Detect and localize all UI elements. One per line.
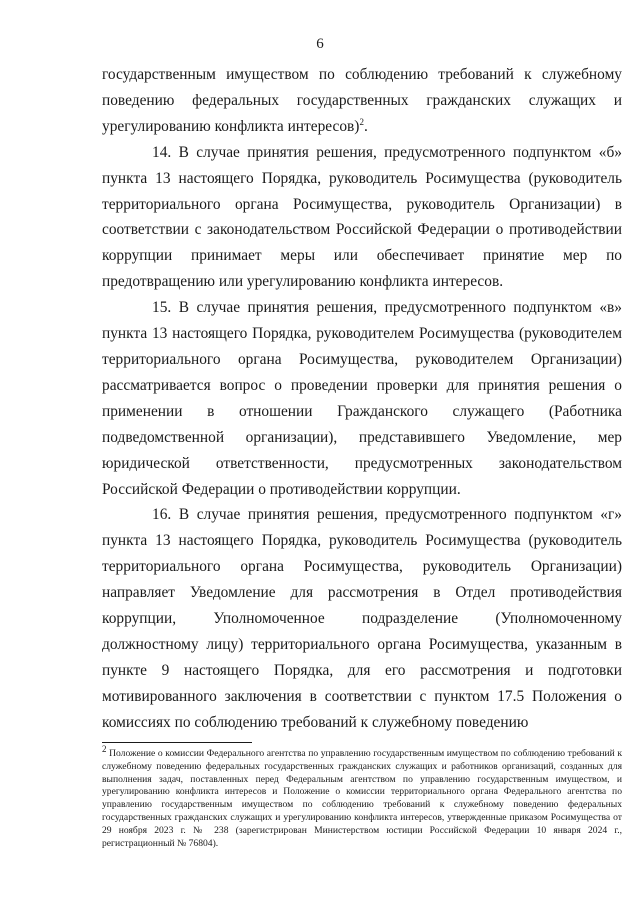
paragraph-text: государственным имуществом по соблюдению требований к служебному поведению федеральных государственных гражданских служащих и урегулированию конфликта интересов)	[102, 66, 622, 135]
document-body	[102, 62, 622, 736]
paragraph-15: 15. В случае принятия решения, предусмотренного подпунктом «в» пункта 13 настоящего Порядка, руководителем Росимущества (руководителем территориального органа Росимущества, руководителем Организации) рассматривается вопрос о проведении проверки для принятия решения о применении в отношении Гражданского служащего (Работника подведомственной организации), представившего Уведомление, мер юридической ответственности, предусмотренных законодательством Российской Федерации о противодействии коррупции.	[102, 299, 622, 498]
footnote-divider	[102, 742, 252, 743]
paragraph-14: 14. В случае принятия решения, предусмотренного подпунктом «б» пункта 13 настоящего Порядка, руководитель Росимущества (руководитель территориального органа Росимущества, руководитель Организации) в соответствии с законодательством Российской Федерации о противодействии коррупции принимает меры или обеспечивает принятие мер по предотвращению или урегулированию конфликта интересов.	[102, 143, 622, 291]
footnote	[102, 743, 622, 850]
footnote-reference[interactable]: 2	[359, 116, 364, 127]
footnote-marker: 2	[102, 743, 107, 754]
page-number: 6	[316, 36, 324, 52]
paragraph-16: 16. В случае принятия решения, предусмотренного подпунктом «г» пункта 13 настоящего Порядка, руководитель Росимущества (руководитель территориального органа Росимущества, руководитель Организации) направляет Уведомление для рассмотрения в Отдел противодействия коррупции, Уполномоченное подразделение (Уполномоченному должностному лицу) территориального органа Росимущества, указанным в пункте 9 настоящего Порядка, для его рассмотрения и подготовки мотивированного заключения в соответствии с пунктом 17.5 Положения о комиссиях по соблюдению требований к служебному поведению	[102, 506, 622, 731]
paragraph-continuation	[102, 62, 622, 140]
footnote-paragraph	[102, 743, 622, 850]
footnote-text: Положение о комиссии Федерального агентства по управлению государственным имуществом по соблюдению требований к служебному поведению федеральных государственных гражданских служащих и работников организаций, созданных для выполнения задач, поставленных перед Федеральным агентством по управлению государственным имуществом, и урегулированию конфликта интересов и Положение о комиссии территориального органа Федерального агентства по управлению государственным имуществом по соблюдению требований к служебному поведению федеральных государственных гражданских служащих и урегулированию конфликта интересов, утвержденные приказом Росимущества от 29 ноября 2023 г. № 238 (зарегистрирован Министерством юстиции Российской Федерации 10 января 2024 г., регистрационный № 76804).	[102, 748, 622, 849]
paragraph-tail: .	[363, 117, 368, 135]
